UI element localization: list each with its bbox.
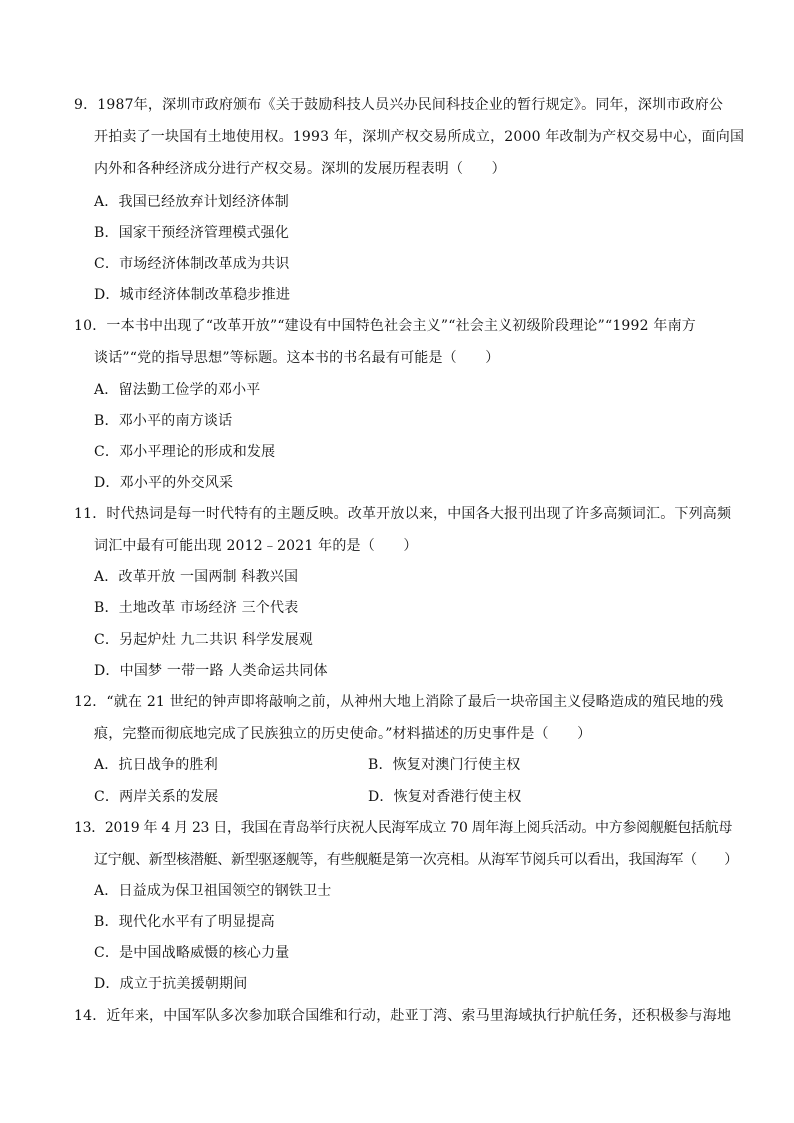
q14-stem-line-1: 14．近年来，中国军队多次参加联合国维和行动，赴亚丁湾、索马里海域执行护航任务，还积极参与海地: [74, 1008, 732, 1024]
q11-option-b: B．土地改革 市场经济 三个代表: [94, 600, 299, 616]
q10-option-b: B．邓小平的南方谈话: [94, 413, 233, 429]
q9-option-b: B．国家干预经济管理模式强化: [94, 225, 290, 241]
q13-option-c: C．是中国战略威慑的核心力量: [94, 945, 290, 961]
q10-stem-line-2: 谈话”“党的指导思想”等标题。这本书的书名最有可能是（ ）: [94, 350, 500, 366]
q11-stem-line-2: 词汇中最有可能出现 2012﹣2021 年的是（ ）: [94, 538, 418, 554]
q10-option-c: C．邓小平理论的形成和发展: [94, 444, 276, 460]
q9-stem-line-1: 9．1987年，深圳市政府颁布《关于鼓励科技人员兴办民间科技企业的暂行规定》。同年，深圳市政府公: [74, 97, 724, 113]
q11-stem-line-1: 11．时代热词是每一时代特有的主题反映。改革开放以来，中国各大报刊出现了许多高频词汇。下列高频: [74, 506, 732, 522]
q9-stem-line-2: 开拍卖了一块国有土地使用权。1993 年，深圳产权交易所成立，2000 年改制为产权交易中心，面向国: [94, 129, 745, 145]
q9-stem-line-3: 内外和各种经济成分进行产权交易。深圳的发展历程表明（ ）: [94, 161, 506, 177]
q10-option-d: D．邓小平的外交风采: [94, 475, 234, 491]
q11-option-c: C．另起炉灶 九二共识 科学发展观: [94, 632, 314, 648]
q9-option-c: C．市场经济体制改革成为共识: [94, 256, 290, 272]
q13-stem-line-2: 辽宁舰、新型核潜艇、新型驱逐舰等，有些舰艇是第一次亮相。从海军节阅兵可以看出，我国海军（ ）: [94, 852, 738, 868]
q9-option-a: A．我国已经放弃计划经济体制: [94, 194, 289, 210]
q12-option-b: B．恢复对澳门行使主权: [368, 757, 521, 773]
q11-option-a: A．改革开放 一国两制 科教兴国: [94, 569, 299, 585]
q13-stem-line-1: 13．2019 年 4 月 23 日，我国在青岛举行庆祝人民海军成立 70 周年海上阅兵活动。中方参阅舰艇包括航母: [74, 820, 733, 836]
q12-option-c: C．两岸关系的发展: [94, 789, 219, 805]
q13-option-d: D．成立于抗美援朝期间: [94, 976, 248, 992]
q12-option-d: D．恢复对香港行使主权: [368, 789, 522, 805]
q12-stem-line-1: 12．“就在 21 世纪的钟声即将敲响之前，从神州大地上消除了最后一块帝国主义侵略造成的殖民地的残: [74, 694, 724, 710]
q11-option-d: D．中国梦 一带一路 人类命运共同体: [94, 663, 328, 679]
q13-option-a: A．日益成为保卫祖国领空的钢铁卫士: [94, 883, 332, 899]
q13-option-b: B．现代化水平有了明显提高: [94, 914, 275, 930]
q10-option-a: A．留法勤工俭学的邓小平: [94, 382, 261, 398]
q12-stem-line-2: 痕，完整而彻底地完成了民族独立的历史使命。”材料描述的历史事件是（ ）: [94, 726, 592, 742]
q10-stem-line-1: 10．一本书中出现了“改革开放”“建设有中国特色社会主义”“社会主义初级阶段理论”“1992 年南方: [74, 318, 696, 334]
q12-option-a: A．抗日战争的胜利: [94, 757, 218, 773]
q9-option-d: D．城市经济体制改革稳步推进: [94, 287, 291, 303]
